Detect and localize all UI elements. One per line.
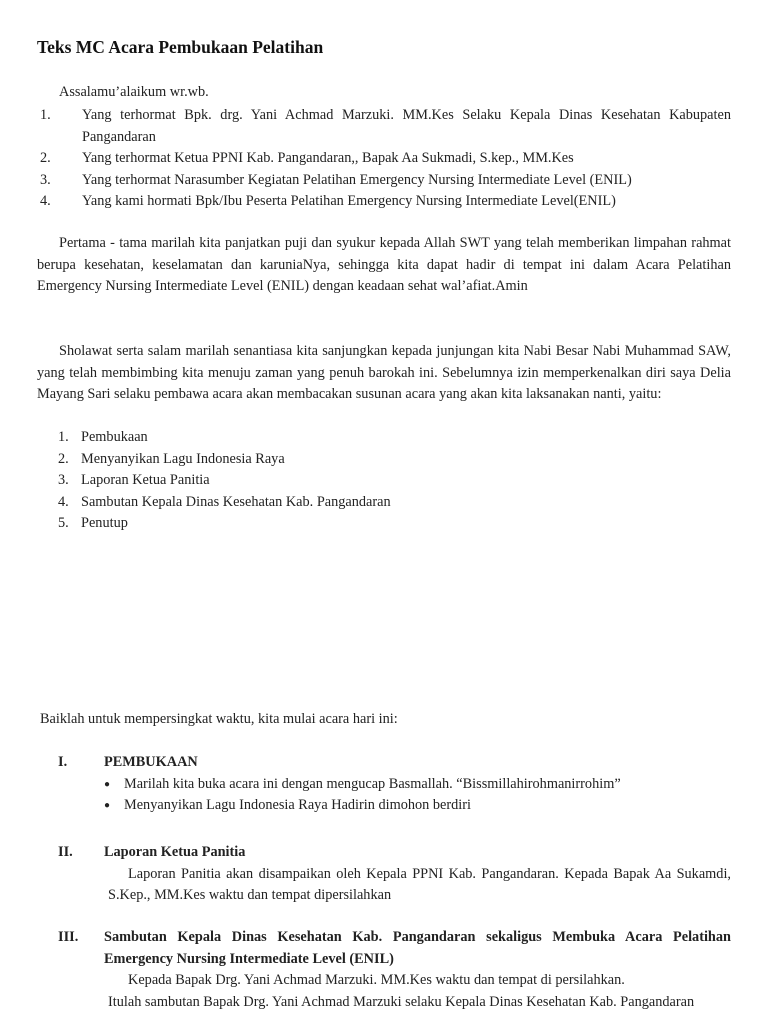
bullet-icon: ●	[104, 800, 111, 811]
opening-paragraph: Pertama - tama marilah kita panjatkan puji dan syukur kepada Allah SWT yang telah memberikan limpahan rahmat berupa kesehatan, keselamatan dan karuniaNya, sehingga kita dapat hadir di tempat ini dalam Acara Pelatihan Emergency Nursing Intermediate Level (ENIL) dengan keadaan sehat wal’afiat.Amin	[37, 235, 731, 294]
list-number: 2.	[58, 450, 69, 467]
bullet-text: Menyanyikan Lagu Indonesia Raya Hadirin dimohon berdiri	[124, 797, 472, 813]
document-title: Teks MC Acara Pembukaan Pelatihan	[37, 37, 324, 57]
section-body: Kepada Bapak Drg. Yani Achmad Marzuki. MM.Kes waktu dan tempat di persilahkan.	[128, 972, 625, 988]
section-pembukaan	[58, 752, 731, 817]
list-item	[40, 105, 731, 148]
section-body: Itulah sambutan Bapak Drg. Yani Achmad Marzuki selaku Kepala Dinas Kesehatan Kab. Pangandaran	[108, 993, 695, 1010]
list-item	[58, 427, 391, 449]
list-number: 5.	[58, 515, 69, 531]
list-text: Sambutan Kepala Dinas Kesehatan Kab. Pangandaran	[81, 493, 391, 510]
list-text: Yang terhormat Narasumber Kegiatan Pelatihan Emergency Nursing Intermediate Level (ENIL)	[82, 171, 632, 188]
bullet-text: Marilah kita buka acara ini dengan mengucap Basmallah. “Bissmillahirohmanirrohim”	[124, 775, 621, 792]
list-text: Yang terhormat Bpk. drg. Yani Achmad Marzuki. MM.Kes Selaku Kepala Dinas Kesehatan Kabupaten Pangandaran	[82, 107, 731, 145]
section-laporan	[58, 842, 731, 907]
bullet-item	[104, 774, 731, 796]
list-number: 2.	[40, 150, 51, 166]
list-text: Pembukaan	[81, 429, 148, 445]
list-text: Yang kami hormati Bpk/Ibu Peserta Pelatihan Emergency Nursing Intermediate Level(ENIL)	[82, 193, 616, 209]
list-text: Penutup	[81, 515, 128, 531]
list-item	[58, 449, 391, 471]
list-text: Menyanyikan Lagu Indonesia Raya	[81, 450, 285, 467]
section-number: I.	[58, 754, 68, 770]
list-text: Yang terhormat Ketua PPNI Kab. Pangandaran,, Bapak Aa Sukmadi, S.kep., MM.Kes	[82, 150, 574, 166]
bullet-icon: ●	[104, 778, 111, 790]
list-number: 1.	[40, 107, 51, 123]
list-item	[58, 470, 391, 492]
list-number: 3.	[58, 472, 69, 488]
section-heading: PEMBUKAAN	[104, 754, 198, 770]
list-item	[58, 492, 391, 514]
list-item	[40, 191, 731, 213]
list-item	[40, 148, 731, 170]
list-item	[58, 513, 391, 535]
section-number: II.	[58, 844, 73, 860]
greeting: Assalamu’alaikum wr.wb.	[59, 84, 209, 100]
section-sambutan	[58, 927, 731, 1013]
section-heading: Sambutan Kepala Dinas Kesehatan Kab. Pangandaran sekaligus Membuka Acara Pelatihan Emergency Nursing Intermediate Level (ENIL)	[104, 929, 731, 967]
list-number: 3.	[40, 171, 51, 188]
section-body: Laporan Panitia akan disampaikan oleh Kepala PPNI Kab. Pangandaran. Kepada Bapak Aa Sukamdi, S.Kep., MM.Kes waktu dan tempat dipersilahkan	[108, 865, 731, 903]
list-number: 4.	[58, 493, 69, 510]
list-item	[40, 170, 731, 192]
sholawat-paragraph: Sholawat serta salam marilah senantiasa kita sanjungkan kepada junjungan kita Nabi Besar Nabi Muhammad SAW, yang telah membimbing kita menuju zaman yang penuh barokah ini. Sebelumnya izin memperkenalkan diri saya Delia Mayang Sari selaku pembawa acara akan membacakan susunan acara yang akan kita laksanakan nanti, yaitu:	[37, 343, 731, 402]
section-number: III.	[58, 929, 79, 945]
bullet-item	[104, 795, 731, 817]
agenda-list	[58, 427, 391, 535]
list-text: Laporan Ketua Panitia	[81, 472, 210, 488]
lead-sentence: Baiklah untuk mempersingkat waktu, kita mulai acara hari ini:	[40, 711, 398, 727]
list-number: 4.	[40, 193, 51, 209]
list-number: 1.	[58, 429, 69, 445]
section-heading: Laporan Ketua Panitia	[104, 844, 246, 860]
respect-list	[40, 105, 731, 213]
